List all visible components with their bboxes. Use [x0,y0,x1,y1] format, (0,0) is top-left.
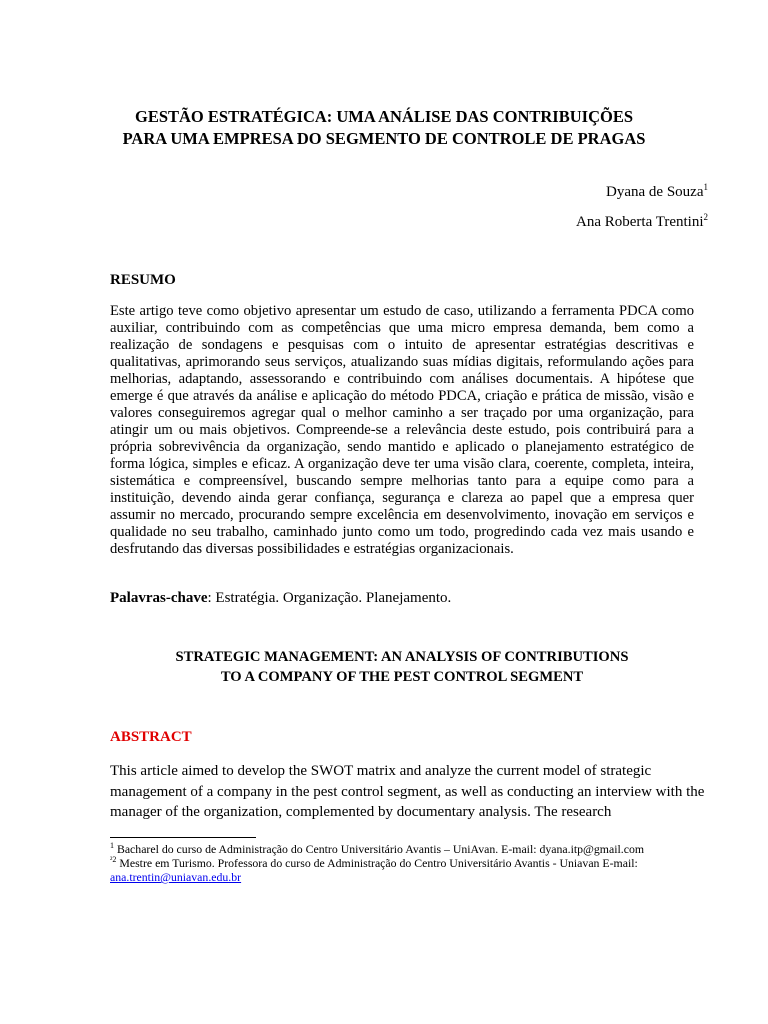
author-2 [576,214,708,231]
footnote-2-mark: ²2 [110,855,117,865]
english-title [110,647,694,687]
author-1 [606,184,708,201]
keywords-label: Palavras-chave [110,590,208,606]
footnote-1-mark: 1 [110,841,114,851]
footnotes [110,842,694,884]
author-1-footnote-mark[interactable]: 1 [703,182,708,192]
resumo-text: Este artigo teve como objetivo apresentar um estudo de caso, utilizando a ferramenta PDCA como auxiliar, contribuindo com as competências que uma micro empresa demanda, bem como a realização de sondagens e pesquisas com o intuito de apresentar estratégias descritivas e qualitativas, aprimorando seus serviços, atualizando suas mídias digitais, reformulando ações para melhorias, adaptando, assessorando e contribuindo com análises documentais. A hipótese que emerge é que através da análise e aplicação do método PDCA, criação e prática de missão, visão e valores conseguiremos agregar qual o melhor caminho a ser traçado por uma organização, para atingir um ou mais objetivos. Compreende-se a relevância deste estudo, pois contribuirá para a própria sobrevivência da organização, sendo mantido e aplicado o planejamento estratégico de forma lógica, simples e eficaz. A organização deve ter uma visão clara, coerente, completa, inteira, sistemática e compreensível, buscando sempre melhorias tanto para a equipe como para a instituição, devendo ainda gerar confiança, segurança e clareza ao papel que a empresa quer assumir no mercado, procurando sempre excelência em desenvolvimento, inovação em serviços e qualidade no seu trabalho, caminhado junto como um todo, progredindo cada vez mais usando e desfrutando das diversas possibilidades e estratégias organizacionais. [110,303,694,557]
footnote-2-email-link[interactable]: ana.trentin@uniavan.edu.br [110,870,242,884]
keywords-line [110,590,451,607]
resumo-heading: RESUMO [110,272,176,288]
author-2-name: Ana Roberta Trentini [576,214,704,230]
footnote-1 [110,842,694,856]
author-2-footnote-mark[interactable]: 2 [703,212,708,222]
english-title-line-1: STRATEGIC MANAGEMENT: AN ANALYSIS OF CONTRIBUTIONS [175,649,629,665]
english-title-line-2: TO A COMPANY OF THE PEST CONTROL SEGMENT [220,669,584,685]
footnote-1-text: Bacharel do curso de Administração do Centro Universitário Avantis – UniAvan. E-mail: dyana.itp@gmail.com [114,842,645,856]
paper-title-line-1: GESTÃO ESTRATÉGICA: UMA ANÁLISE DAS CONTRIBUIÇÕES [134,107,633,126]
footnote-2 [110,856,694,884]
author-1-name: Dyana de Souza [606,184,704,200]
footnote-separator [110,837,256,838]
keywords-values: : Estratégia. Organização. Planejamento. [207,590,452,606]
abstract-text: This article aimed to develop the SWOT matrix and analyze the current model of strategic management of a company in the pest control segment, as well as conducting an interview with the manager of the organization, complemented by documentary analysis. The research [110,763,705,820]
paper-title-line-2: PARA UMA EMPRESA DO SEGMENTO DE CONTROLE DE PRAGAS [122,129,646,148]
abstract-heading: ABSTRACT [110,729,192,745]
paper-title [60,106,708,150]
footnote-2-text: Mestre em Turismo. Professora do curso de Administração do Centro Universitário Avantis - Uniavan E-mail: [116,856,638,870]
